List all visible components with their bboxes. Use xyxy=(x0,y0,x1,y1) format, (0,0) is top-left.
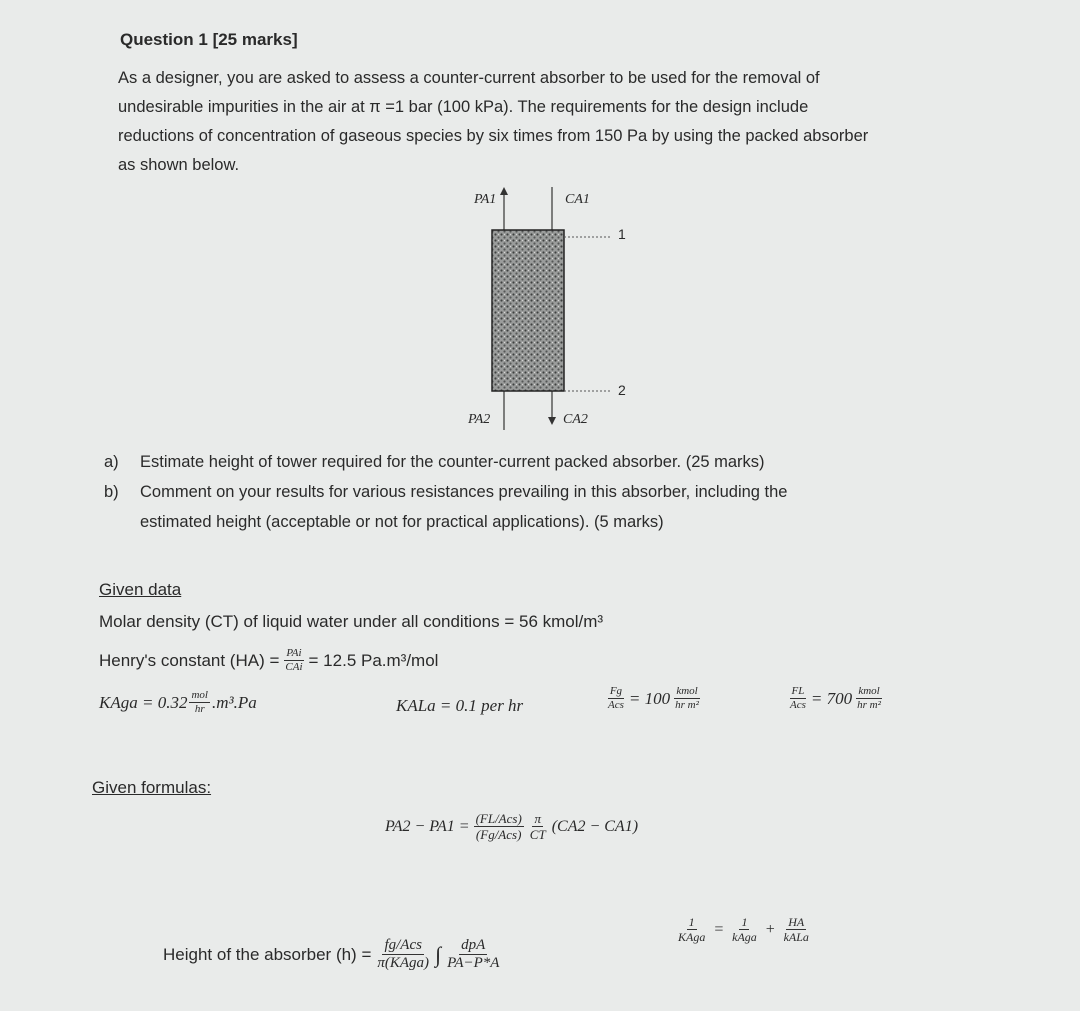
kga-fraction xyxy=(189,690,210,715)
intro-line: undesirable impurities in the air at π =1 bar (100 kPa). The requirements for the design include xyxy=(118,98,809,116)
fg-unit xyxy=(673,686,701,711)
formula-resistance xyxy=(676,916,811,943)
kga-prefix: KAga = 0.32 xyxy=(99,692,188,712)
fl-unit xyxy=(855,686,883,711)
henry-num: PAi xyxy=(286,647,302,659)
f1-top: (FL/Acs) xyxy=(475,811,522,826)
label-pa2: PA2 xyxy=(468,412,491,427)
f1-rhs: (CA2 − CA1) xyxy=(551,817,639,835)
integral-sign: ∫ xyxy=(435,941,442,967)
fg-line xyxy=(606,686,701,711)
kla-line: KALa = 0.1 per hr xyxy=(396,696,524,715)
integrand-num: dpA xyxy=(461,937,486,953)
part-b-label: b) xyxy=(104,483,119,501)
part-a-text: Estimate height of tower required for the counter-current packed absorber. (25 marks) xyxy=(140,453,765,471)
given-formulas-heading: Given formulas: xyxy=(92,778,212,797)
fl-fraction xyxy=(788,686,808,711)
kga-line xyxy=(99,690,257,715)
r-plus: + xyxy=(764,920,776,938)
f1-ct: CT xyxy=(529,827,546,842)
part-b-text: Comment on your results for various resistances prevailing in this absorber, including the xyxy=(140,483,788,501)
henry-prefix: Henry's constant (HA) = xyxy=(99,650,280,670)
fl-unit-den: hr m² xyxy=(857,699,881,711)
question-intro xyxy=(118,64,978,180)
part-a-label: a) xyxy=(104,453,119,471)
r-term1-den: kAga xyxy=(732,930,757,944)
height-factor-num: fg/Acs xyxy=(384,937,422,953)
henry-constant-line xyxy=(99,648,438,673)
point-1-label: 1 xyxy=(618,226,626,242)
label-pa1: PA1 xyxy=(474,192,497,207)
fl-den: Acs xyxy=(790,699,806,711)
f1-pi: π xyxy=(534,811,541,826)
r-term2-den: kALa xyxy=(783,930,809,944)
fg-den: Acs xyxy=(608,699,624,711)
fg-num: Fg xyxy=(609,685,623,697)
liquid-out-arrow-icon xyxy=(548,417,556,425)
henry-fraction xyxy=(283,648,304,673)
intro-line: as shown below. xyxy=(118,156,240,174)
integrand-den: PA−P*A xyxy=(447,955,500,971)
fg-fraction xyxy=(606,686,626,711)
fg-unit-den: hr m² xyxy=(675,699,699,711)
part-b-text-cont: estimated height (acceptable or not for practical applications). (5 marks) xyxy=(140,513,664,531)
f1-pi-over-ct xyxy=(528,812,548,841)
given-data-heading: Given data xyxy=(99,580,182,599)
label-ca2: CA2 xyxy=(563,412,588,427)
fg-unit-num: kmol xyxy=(676,685,698,697)
fg-value: = 100 xyxy=(628,688,671,708)
f1-bottom: (Fg/Acs) xyxy=(475,827,522,842)
henry-den: CAi xyxy=(285,661,303,673)
r-equals: = xyxy=(713,920,725,938)
height-integrand xyxy=(445,938,501,971)
height-factor-den: π(KAga) xyxy=(377,955,430,971)
packed-column xyxy=(492,230,564,391)
f1-lhs: PA2 − PA1 = xyxy=(385,817,470,835)
r-lhs xyxy=(676,916,707,943)
formula-height xyxy=(163,938,501,971)
r-lhs-num: 1 xyxy=(688,915,695,929)
fl-unit-num: kmol xyxy=(858,685,880,697)
f1-flow-ratio xyxy=(474,812,524,841)
question-title: Question 1 [25 marks] xyxy=(120,30,298,49)
r-term2-num: HA xyxy=(788,915,805,929)
r-term2 xyxy=(782,916,811,943)
r-term1 xyxy=(730,916,759,943)
intro-line: reductions of concentration of gaseous species by six times from 150 Pa by using the packed absorber xyxy=(118,127,869,145)
r-lhs-den: KAga xyxy=(678,930,706,944)
packed-absorber-diagram xyxy=(440,185,700,435)
height-label: Height of the absorber (h) = xyxy=(163,944,372,964)
kga-suffix: .m³.Pa xyxy=(211,692,257,712)
henry-value: = 12.5 Pa.m³/mol xyxy=(308,650,439,670)
height-factor xyxy=(375,938,431,971)
fl-line xyxy=(788,686,883,711)
r-term1-num: 1 xyxy=(741,915,748,929)
gas-out-arrow-icon xyxy=(500,187,508,195)
fl-num: FL xyxy=(791,685,805,697)
molar-density-line: Molar density (CT) of liquid water under all conditions = 56 kmol/m³ xyxy=(99,612,604,631)
label-ca1: CA1 xyxy=(565,192,590,207)
intro-line: As a designer, you are asked to assess a counter-current absorber to be used for the removal of xyxy=(118,69,820,87)
point-2-label: 2 xyxy=(618,382,626,398)
kga-den: hr xyxy=(194,703,205,715)
formula-pressure-balance xyxy=(385,812,638,841)
kga-num: mol xyxy=(191,689,208,701)
fl-value: = 700 xyxy=(810,688,853,708)
